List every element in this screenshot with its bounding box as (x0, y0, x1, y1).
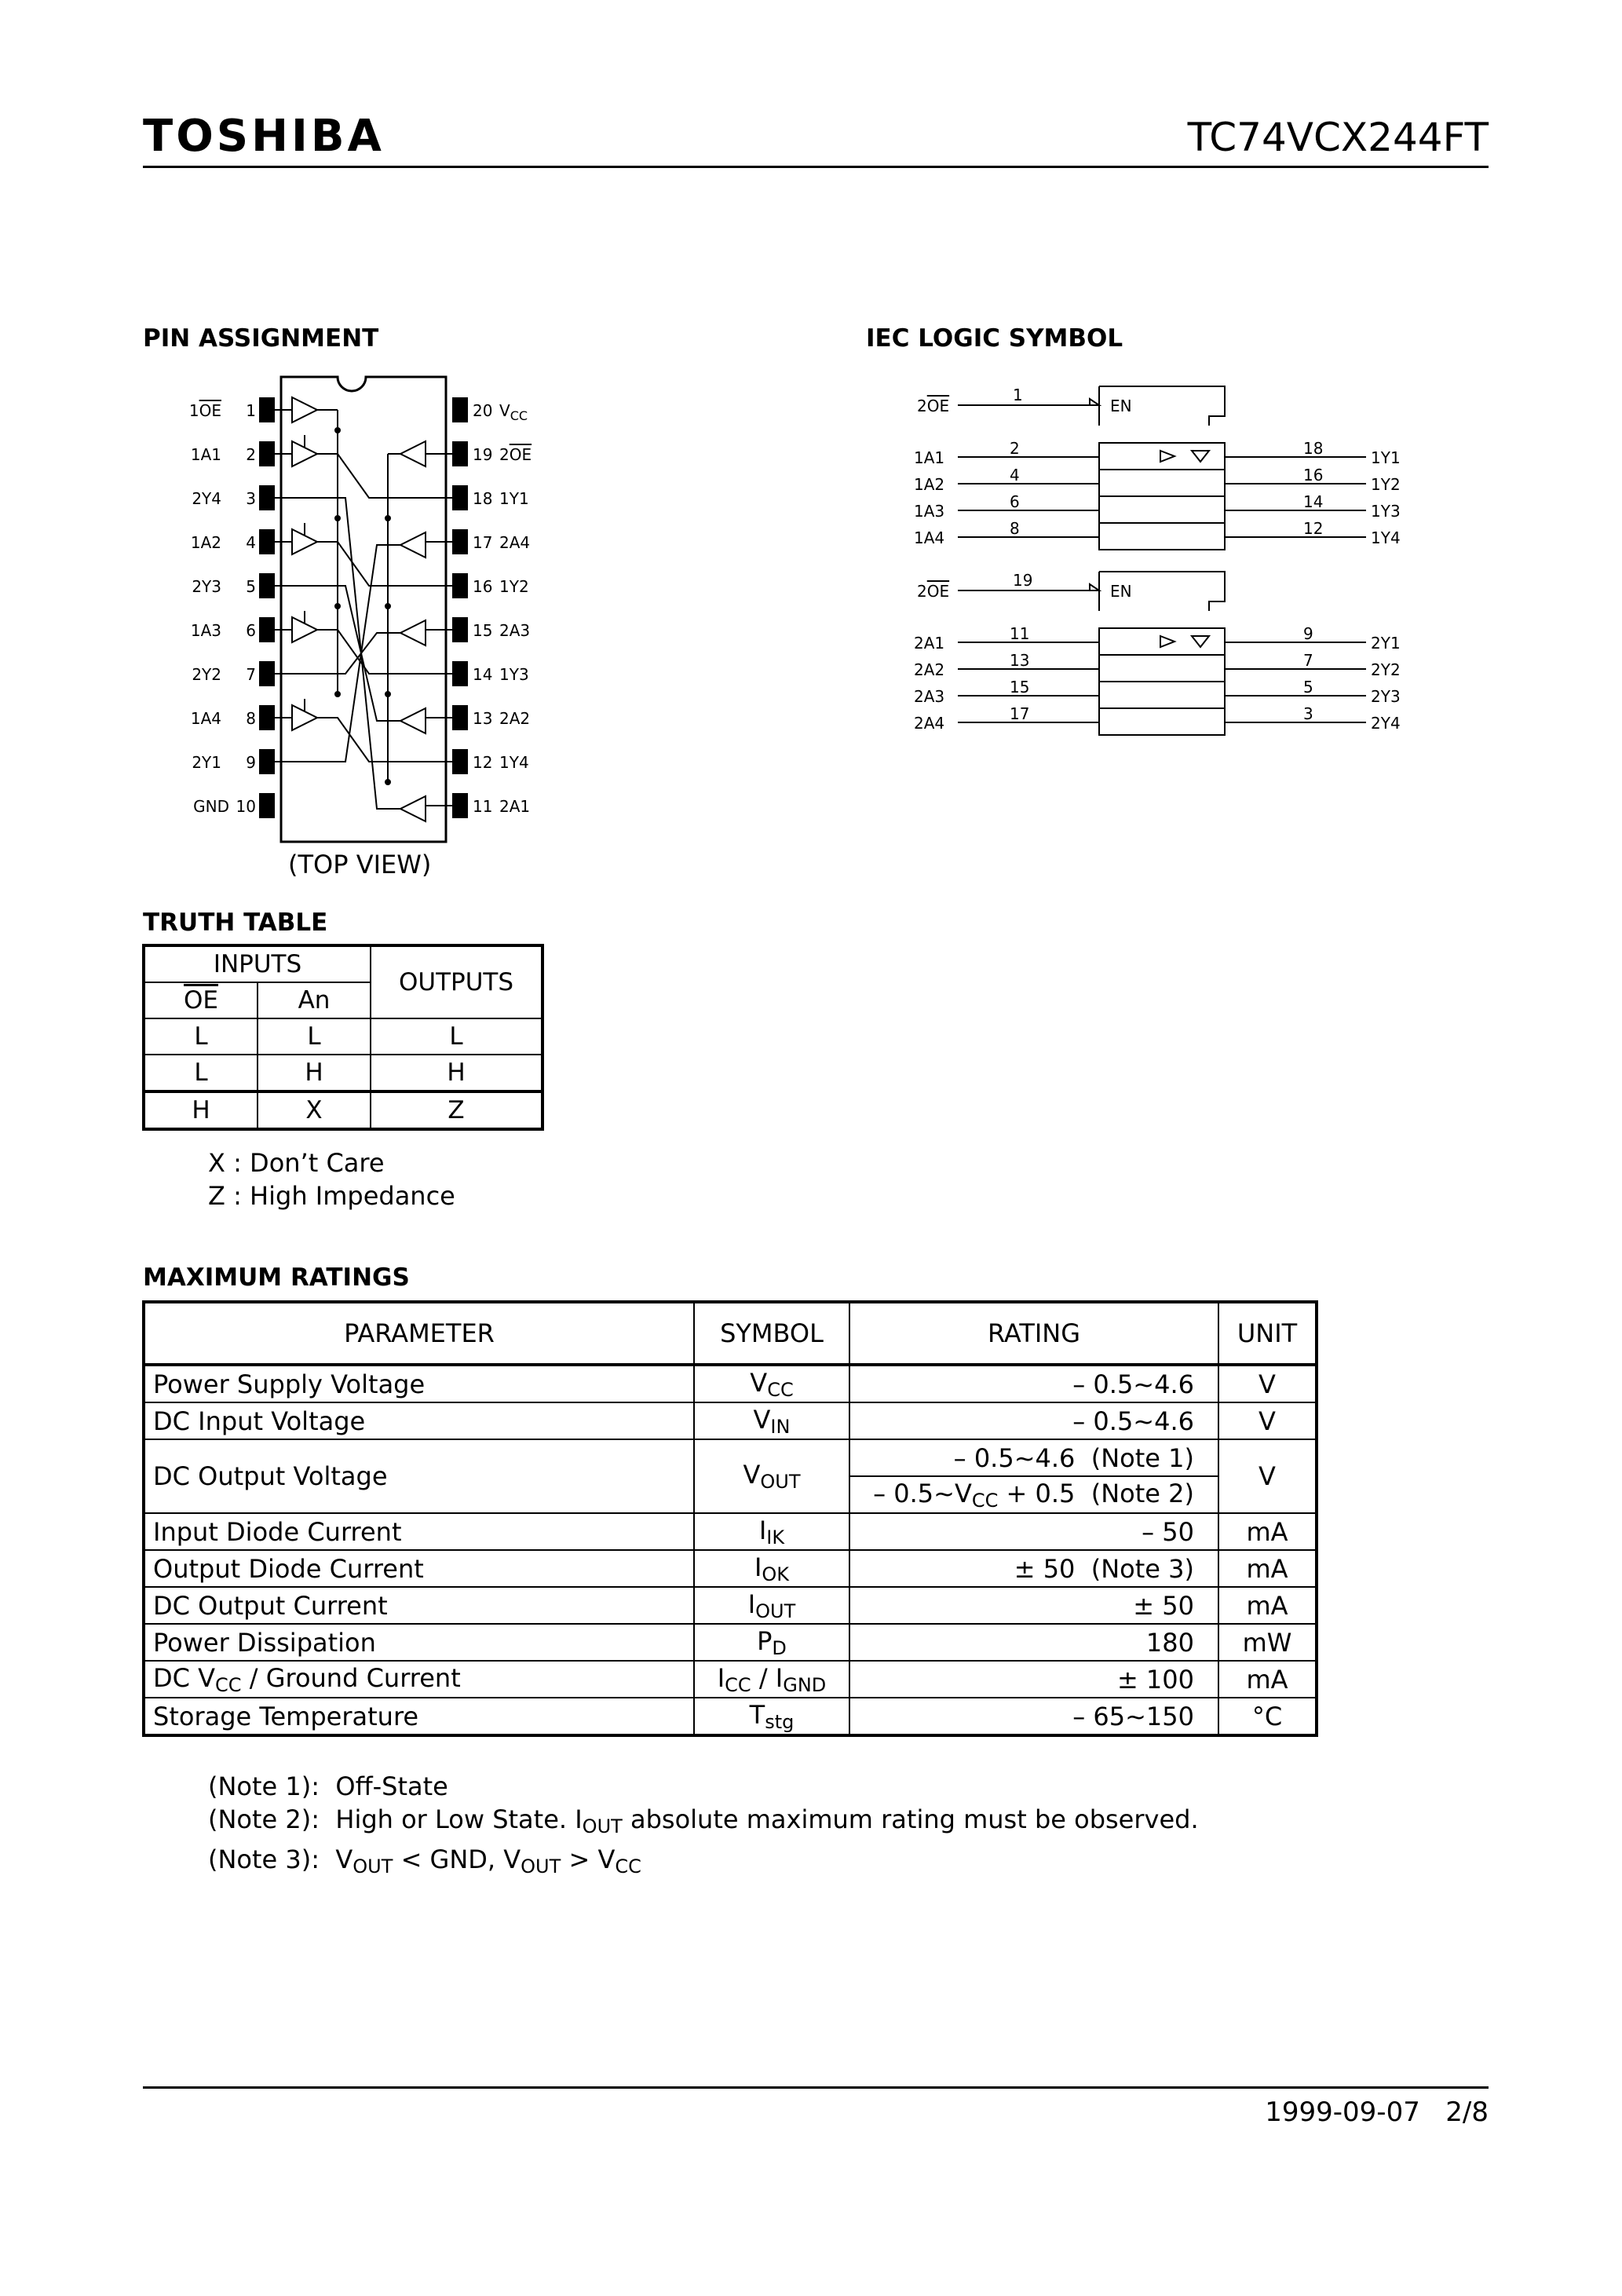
parameter-cell: DC $V_{CC}$ / Ground Current (144, 1661, 694, 1698)
pin-number: 1 (246, 401, 256, 420)
pin-number: 14 (1303, 492, 1324, 511)
pin-number: 18 (473, 489, 493, 508)
maximum-ratings-table (142, 1300, 1318, 1737)
pin-number: 4 (246, 533, 256, 552)
channel-box (1099, 655, 1225, 682)
tristate-icon (1192, 636, 1209, 647)
pin-assignment-diagram (181, 369, 589, 872)
pin-10 (259, 793, 275, 818)
parameter-cell: Input Diode Current (144, 1513, 694, 1550)
footer-page: 2/8 (1445, 2097, 1489, 2128)
pin-1 (259, 397, 275, 422)
tristate-icon (1192, 451, 1209, 462)
footer (1265, 2097, 1489, 2128)
pin-number: 16 (1303, 466, 1324, 484)
pin-number: 12 (473, 753, 493, 772)
symbol-cell: $T_{stg}$ (694, 1698, 849, 1735)
top-view-label: (TOP VIEW) (288, 850, 432, 879)
pin-number: 16 (473, 577, 493, 596)
pin-13 (452, 705, 468, 730)
input-name: 2A3 (914, 687, 945, 706)
pin-8 (259, 705, 275, 730)
parameter-cell: DC Output Voltage (144, 1439, 694, 1513)
rating-cell: – $0.5\sim V_{CC} + 0.5$ (Note 2) (849, 1476, 1218, 1513)
pin-number: 3 (246, 489, 256, 508)
pin-number: 20 (473, 401, 493, 420)
table-row (144, 1439, 1317, 1476)
pin-20 (452, 397, 468, 422)
output-name: 1Y4 (1371, 528, 1401, 547)
rating-cell: – 0.5~4.6 (Note 1) (849, 1439, 1218, 1476)
unit-header: UNIT (1218, 1302, 1317, 1365)
symbol-cell: $I_{OK}$ (694, 1550, 849, 1587)
pin-19 (452, 441, 468, 466)
symbol-cell: $V_{OUT}$ (694, 1439, 849, 1513)
unit-cell: mW (1218, 1624, 1317, 1661)
pin-number: 13 (473, 709, 493, 728)
rating-cell: – 0.5~4.6 (849, 1402, 1218, 1439)
unit-cell: mA (1218, 1661, 1317, 1698)
input-name: 2A1 (914, 634, 945, 653)
header-rule (143, 166, 1489, 168)
pin-number: 14 (473, 665, 493, 684)
table-row (144, 1513, 1317, 1550)
pin-name: 2Y4 (192, 489, 221, 508)
parameter-cell: DC Output Current (144, 1587, 694, 1624)
pin-number: 1 (1013, 386, 1023, 404)
pin-name: 1A2 (190, 533, 221, 552)
pin-name: 2A3 (499, 621, 531, 640)
pin-number: 10 (236, 797, 256, 816)
pin-18 (452, 485, 468, 510)
footer-rule (143, 2086, 1489, 2089)
symbol-cell: $V_{CC}$ (694, 1365, 849, 1402)
pin-15 (452, 617, 468, 642)
buffer-icon (400, 532, 426, 558)
pin-number: 4 (1010, 466, 1020, 484)
pin-14 (452, 661, 468, 686)
pin-name: 2Y3 (192, 577, 221, 596)
table-row (144, 1661, 1317, 1698)
pin-name: 1A1 (190, 445, 221, 464)
part-number: TC74VCX244FT (1187, 115, 1489, 160)
notes (208, 1770, 1199, 1883)
channel-box (1099, 628, 1225, 655)
truth-table (142, 944, 544, 1131)
enable-label: EN (1110, 397, 1132, 415)
buffer-icon (1160, 636, 1174, 647)
pin-number: 19 (1013, 571, 1033, 590)
output-name: 2Y2 (1371, 660, 1401, 679)
buffer-icon (400, 708, 426, 733)
channel-box (1099, 496, 1225, 523)
pin-number: 12 (1303, 519, 1324, 538)
pin-5 (259, 573, 275, 598)
symbol-header: SYMBOL (694, 1302, 849, 1365)
pin-number: 11 (473, 797, 493, 816)
note-2: (Note 2): High or Low State. $I_{OUT}$ absolute maximum rating must be observed. (208, 1804, 1199, 1837)
note-3: (Note 3): $V_{OUT}$ < GND, $V_{OUT} > V_{CC}$ (208, 1844, 641, 1877)
buffer-icon (400, 796, 426, 821)
unit-cell: V (1218, 1365, 1317, 1402)
pin-number: 5 (246, 577, 256, 596)
note-1: (Note 1): Off-State (208, 1771, 448, 1801)
oe-buffer-icon (292, 397, 317, 422)
pin-name: 2A2 (499, 709, 531, 728)
pin-number: 7 (1303, 651, 1313, 670)
pin-number: 6 (1010, 492, 1020, 511)
pin-name: 1Y4 (499, 753, 529, 772)
input-name: 1A2 (914, 475, 945, 494)
symbol-cell: $P_D$ (694, 1624, 849, 1661)
table-row (144, 1402, 1317, 1439)
input-name: 1A4 (914, 528, 945, 547)
unit-cell: V (1218, 1439, 1317, 1513)
pin-number: 19 (473, 445, 493, 464)
symbol-cell: $V_{IN}$ (694, 1402, 849, 1439)
output-name: 2Y4 (1371, 714, 1401, 733)
pin-4 (259, 529, 275, 554)
pin-name: 1Y2 (499, 577, 529, 596)
rating-header: RATING (849, 1302, 1218, 1365)
pin-7 (259, 661, 275, 686)
inputs-header: INPUTS (144, 945, 371, 982)
pin-name: 2A4 (499, 533, 531, 552)
legend-z: Z : High Impedance (208, 1181, 455, 1211)
pin-name: 2Y1 (192, 753, 221, 772)
cell: L (144, 1018, 258, 1055)
pin-assignment-title: PIN ASSIGNMENT (143, 324, 379, 353)
pin-number: 9 (1303, 624, 1313, 643)
outputs-header: OUTPUTS (371, 945, 542, 1018)
pin-name: 1A3 (190, 621, 221, 640)
buffer-icon (1160, 451, 1174, 462)
pin-number: 5 (1303, 678, 1313, 696)
parameter-cell: Power Dissipation (144, 1624, 694, 1661)
rating-cell: ± 100 (849, 1661, 1218, 1698)
table-row (144, 1587, 1317, 1624)
pin-name: 2OE (499, 445, 532, 464)
channel-box (1099, 470, 1225, 496)
pin-number: 8 (1010, 519, 1020, 538)
pin-name: $V_{CC}$ (499, 401, 528, 423)
pin-2 (259, 441, 275, 466)
oe-buffer-icon (400, 441, 426, 466)
legend-x: X : Don’t Care (208, 1148, 385, 1178)
pin-number: 17 (473, 533, 493, 552)
parameter-cell: Power Supply Voltage (144, 1365, 694, 1402)
pin-number: 15 (1010, 678, 1030, 696)
cell: H (371, 1055, 542, 1091)
input-name: 1A3 (914, 502, 945, 521)
cell: L (144, 1055, 258, 1091)
maximum-ratings-title: MAXIMUM RATINGS (143, 1263, 410, 1292)
buffer-icon (400, 620, 426, 645)
symbol-cell: $I_{CC} / I_{GND}$ (694, 1661, 849, 1698)
channel-box (1099, 682, 1225, 708)
unit-cell: mA (1218, 1587, 1317, 1624)
unit-cell: mA (1218, 1513, 1317, 1550)
channel-box (1099, 708, 1225, 735)
an-header: An (258, 982, 371, 1018)
pin-number: 15 (473, 621, 493, 640)
channel-box (1099, 443, 1225, 470)
cell: X (258, 1091, 371, 1129)
pin-11 (452, 793, 468, 818)
channel-box (1099, 523, 1225, 550)
truth-table-title: TRUTH TABLE (143, 909, 328, 937)
cell: H (258, 1055, 371, 1091)
pin-name: 1OE (188, 401, 221, 420)
pin-number: 9 (246, 753, 256, 772)
table-row (144, 1698, 1317, 1735)
pin-name: 1A4 (190, 709, 221, 728)
output-name: 1Y3 (1371, 502, 1401, 521)
parameter-cell: Output Diode Current (144, 1550, 694, 1587)
table-row (144, 1018, 542, 1055)
rating-cell: – 50 (849, 1513, 1218, 1550)
pin-name: 2Y2 (192, 665, 221, 684)
enable-label: EN (1110, 582, 1132, 601)
symbol-cell: $I_{OUT}$ (694, 1587, 849, 1624)
pin-number: 18 (1303, 439, 1324, 458)
pin-number: 2 (246, 445, 256, 464)
pin-3 (259, 485, 275, 510)
table-row (144, 1055, 542, 1091)
unit-cell: mA (1218, 1550, 1317, 1587)
pin-name: 1Y3 (499, 665, 529, 684)
oe-header: $\overline{OE}$ (184, 986, 218, 1015)
pin-number: 7 (246, 665, 256, 684)
unit-cell: °C (1218, 1698, 1317, 1735)
pin-number: 6 (246, 621, 256, 640)
rating-cell: – 65~150 (849, 1698, 1218, 1735)
rating-cell: 180 (849, 1624, 1218, 1661)
table-row (144, 1365, 1317, 1402)
brand-logo: TOSHIBA (143, 111, 385, 162)
table-row (144, 1624, 1317, 1661)
cell: L (371, 1018, 542, 1055)
output-name: 2Y1 (1371, 634, 1401, 653)
pin-17 (452, 529, 468, 554)
table-row (144, 1550, 1317, 1587)
pin-number: 8 (246, 709, 256, 728)
output-name: 2Y3 (1371, 687, 1401, 706)
pin-name: 2A1 (499, 797, 531, 816)
cell: Z (371, 1091, 542, 1129)
rating-cell: – 0.5~4.6 (849, 1365, 1218, 1402)
output-name: 1Y1 (1371, 448, 1401, 467)
enable-pin-name: 2OE (917, 582, 950, 601)
pin-name: 1Y1 (499, 489, 529, 508)
input-name: 2A4 (914, 714, 945, 733)
input-name: 1A1 (914, 448, 945, 467)
symbol-cell: $I_{IK}$ (694, 1513, 849, 1550)
parameter-cell: Storage Temperature (144, 1698, 694, 1735)
enable-pin-name: 2OE (917, 397, 950, 415)
parameter-header: PARAMETER (144, 1302, 694, 1365)
rating-cell: ± 50 (849, 1587, 1218, 1624)
unit-cell: V (1218, 1402, 1317, 1439)
pin-number: 2 (1010, 439, 1020, 458)
rating-cell: ± 50 (Note 3) (849, 1550, 1218, 1587)
pin-12 (452, 749, 468, 774)
footer-date: 1999-09-07 (1265, 2097, 1420, 2128)
pin-9 (259, 749, 275, 774)
truth-table-legend (208, 1146, 455, 1212)
parameter-cell: DC Input Voltage (144, 1402, 694, 1439)
iec-logic-diagram (911, 377, 1429, 746)
pin-number: 13 (1010, 651, 1030, 670)
table-row (144, 1091, 542, 1129)
pin-6 (259, 617, 275, 642)
pin-number: 17 (1010, 704, 1030, 723)
iec-logic-symbol-title: IEC LOGIC SYMBOL (866, 324, 1123, 353)
pin-name: GND (193, 797, 229, 816)
cell: H (144, 1091, 258, 1129)
pin-16 (452, 573, 468, 598)
input-name: 2A2 (914, 660, 945, 679)
pin-number: 11 (1010, 624, 1030, 643)
output-name: 1Y2 (1371, 475, 1401, 494)
cell: L (258, 1018, 371, 1055)
pin-number: 3 (1303, 704, 1313, 723)
